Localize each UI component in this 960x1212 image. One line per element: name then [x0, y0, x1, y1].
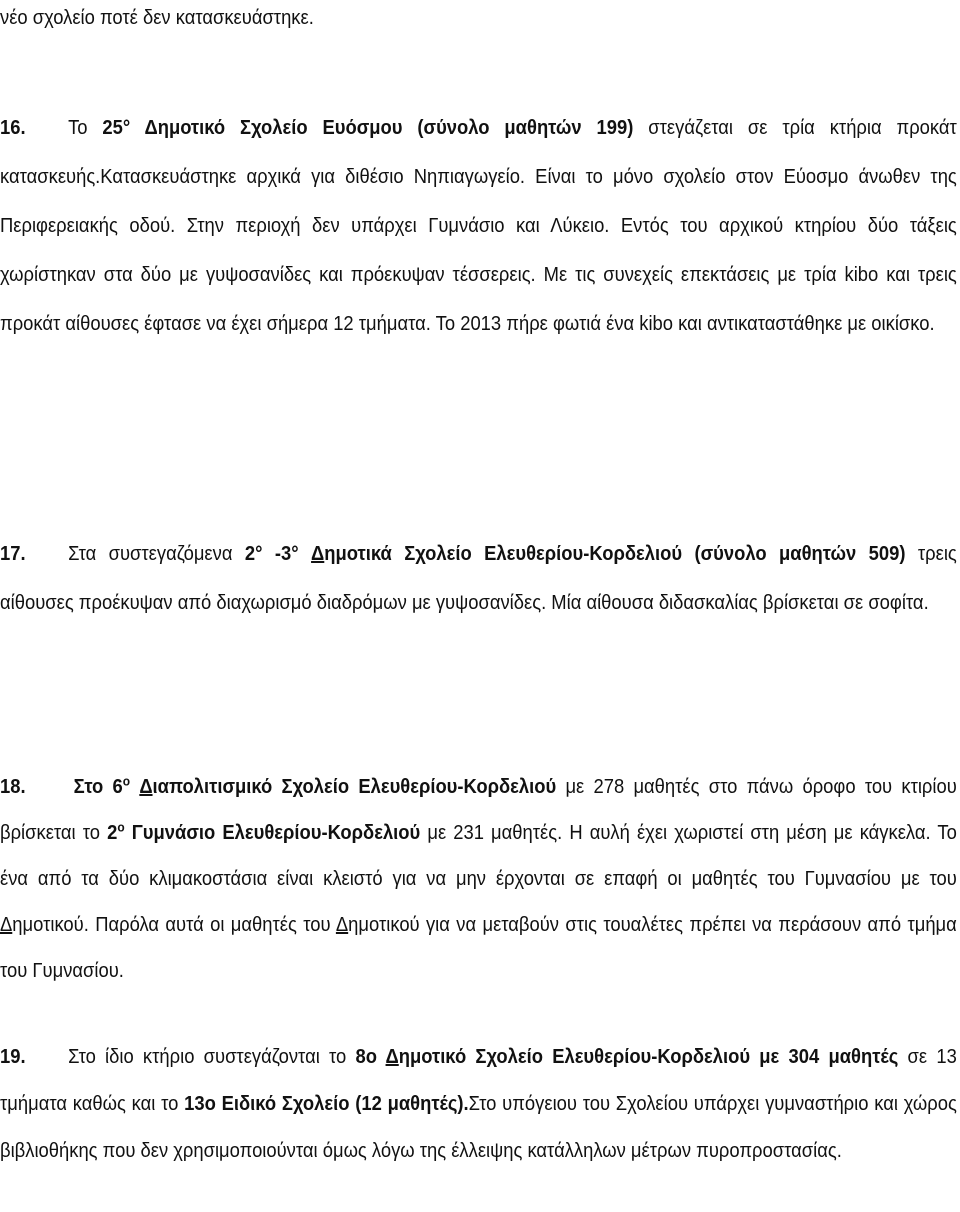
item-19-paragraph [0, 1034, 957, 1175]
text-run: με 231 μαθητές. Η αυλή έχει χωριστεί στη μέση με κάγκελα. Το ένα από τα δύο κλιμακοστάσια είναι κλειστό για να μην έρχονται σε επαφή οι μαθητές του Γυμνασίου με του [0, 822, 957, 890]
text-run: ημοτικού. Παρόλα αυτά οι μαθητές του [12, 914, 336, 936]
text-run: Δημοτικό Σχολείο Ευόσμου (σύνολο μαθητών 199) [144, 117, 634, 139]
text-run: τρεις αίθουσες προέκυψαν από διαχωρισμό διαδρόμων με γυψοσανίδες. Μία αίθουσα διδασκαλίας βρίσκεται σε σοφίτα. [0, 543, 957, 614]
text-run: Στο 6 [73, 776, 123, 798]
text-run: Δ [335, 914, 349, 936]
text-run: Στα συστεγαζόμενα [68, 543, 245, 565]
intro-text: νέο σχολείο ποτέ δεν κατασκευάστηκε. [0, 7, 314, 29]
text-run: ημοτικό Σχολείο Ελευθερίου-Κορδελιού με 304 μαθητές [398, 1046, 899, 1068]
text-run: Δ [311, 543, 325, 565]
text-run: σε 13 τμήματα καθώς και το [0, 1046, 957, 1115]
item-body [0, 1046, 957, 1162]
text-run: 2 [107, 822, 118, 844]
text-run: ιαπολιτισμικό Σχολείο Ελευθερίου-Κορδελιού [152, 776, 557, 798]
item-body [0, 543, 957, 614]
intro-paragraph [0, 0, 957, 36]
text-run: 13ο Ειδικό Σχολείο (12 μαθητές). [184, 1093, 469, 1115]
text-run: 8ο [355, 1046, 386, 1068]
item-number: 16. [0, 117, 26, 139]
text-run: Δ [0, 914, 13, 936]
text-run: ημοτικού για να μεταβούν στις τουαλέτες πρέπει να περάσουν από τμήμα του Γυμνασίου. [0, 914, 957, 982]
item-number: 19. [0, 1046, 26, 1068]
text-run [299, 543, 311, 565]
item-body [0, 117, 957, 335]
text-run: Δ [139, 776, 153, 798]
text-run: ο [122, 773, 131, 789]
text-run: Στο ίδιο κτήριο συστεγάζονται το [68, 1046, 356, 1068]
text-run: με 278 μαθητές στο πάνω όροφο του κτιρίου βρίσκεται το [0, 776, 957, 844]
text-run: Στο υπόγειου του Σχολείου υπάρχει γυμναστήριο και χώρος βιβλιοθήκης που δεν χρησιμοποιούνται όμως λόγω της έλλειψης κατάλληλων μέτρων πυροπροστασίας. [0, 1093, 957, 1162]
text-run: Το [68, 117, 103, 139]
item-number: 18. [0, 776, 26, 798]
text-run: στεγάζεται σε τρία κτήρια προκάτ κατασκευής.Κατασκευάστηκε αρχικά για διθέσιο Νηπιαγωγείο. Είναι το μόνο σχολείο στον Εύοσμο άνωθεν της Περιφερειακής οδού. Στην περιοχή δεν υπάρχει Γυμνάσιο και Λύκειο. Εντός του αρχικού κτηρίου δύο τάξεις χωρίστηκαν στα δύο με γυψοσανίδες και πρόεκυψαν τέσσερεις. Με τις συνεχείς επεκτάσεις με τρία kibo και τρεις προκάτ αίθουσες έφτασε να έχει σήμερα 12 τμήματα. Το 2013 πήρε φωτιά ένα kibo και αντικαταστάθηκε με οικίσκο. [0, 117, 957, 335]
text-run: Γυμνάσιο Ελευθερίου-Κορδελιού [124, 822, 421, 844]
item-17-paragraph [0, 530, 957, 628]
text-run: ημοτικά Σχολείο Ελευθερίου-Κορδελιού (σύνολο μαθητών 509) [324, 543, 906, 565]
text-run: 25° [102, 117, 145, 139]
item-number: 17. [0, 543, 26, 565]
item-16-paragraph [0, 104, 957, 349]
item-18-paragraph [0, 764, 957, 994]
item-body [0, 773, 957, 982]
text-run: 2° -3° [244, 543, 299, 565]
text-run: ο [117, 819, 125, 835]
text-run: Δ [385, 1046, 399, 1068]
